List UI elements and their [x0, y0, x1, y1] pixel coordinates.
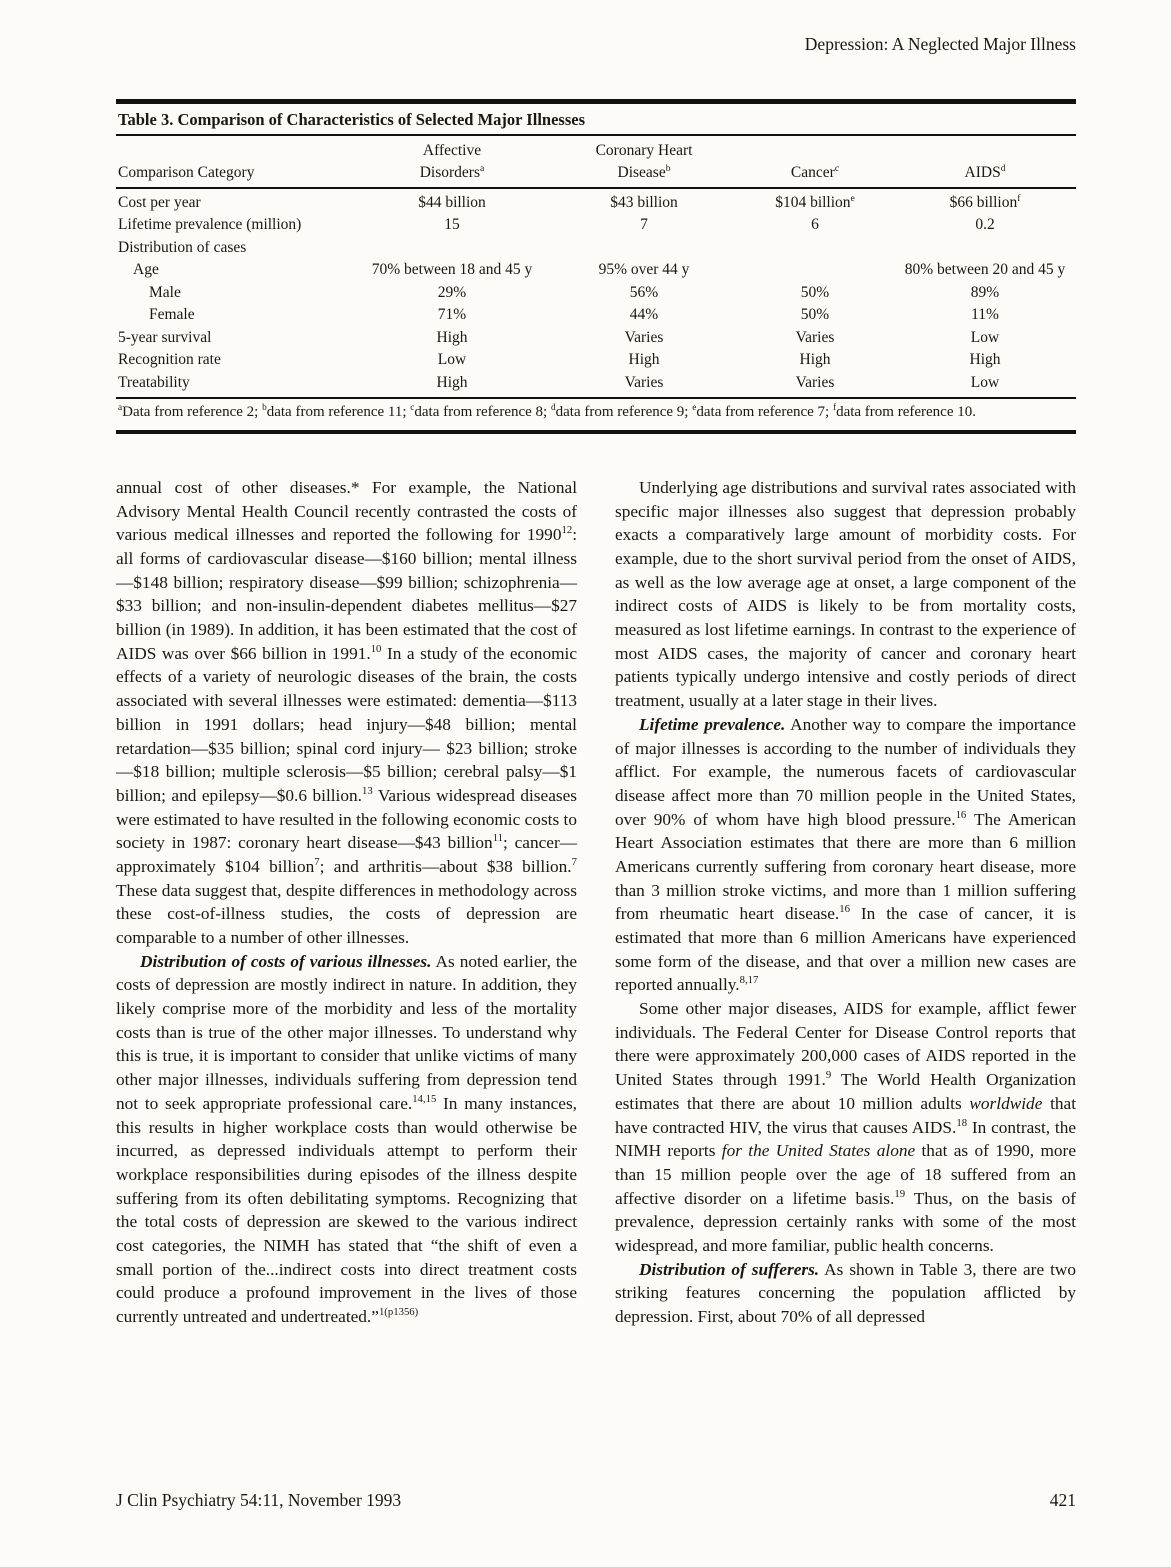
running-head: Depression: A Neglected Major Illness — [804, 34, 1076, 54]
table-cell: 56% — [629, 283, 659, 301]
journal-citation: J Clin Psychiatry 54:11, November 1993 — [116, 1490, 402, 1510]
table-row — [116, 327, 1076, 349]
table-cell: High — [436, 328, 468, 346]
row-category: Recognition rate — [118, 351, 221, 369]
row-category: Distribution of cases — [118, 238, 247, 256]
table-row — [116, 349, 1076, 371]
table-cell: $43 billion — [610, 193, 678, 211]
table-header-cell — [736, 136, 894, 162]
table-cell: High — [352, 372, 552, 398]
table-row — [116, 372, 1076, 398]
table-cell: Varies — [795, 328, 835, 346]
page-number: 421 — [1049, 1490, 1076, 1510]
table-row — [116, 237, 1076, 259]
paragraph: Some other major diseases, AIDS for example, afflict fewer individuals. The Federal Center for Disease Control reports that there were approximately 200,000 cases of AIDS reported in the United States through 1991.$^9$ The World Health Organization estimates that there are about 10 million adults worldwide that have contracted HIV, the virus that causes AIDS.$^{18}$ In contrast, the NIMH reports for the United States alone that as of 1990, more than 15 million people over the age of 18 suffered from an affective disorder on a lifetime basis.$^{19}$ Thus, on the basis of prevalence, depression certainly ranks with some of the most widespread, and more familiar, public health concerns. — [615, 999, 1077, 1255]
paragraph: annual cost of other diseases.* For example, the National Advisory Mental Health Council recently contrasted the costs of various medical illnesses and reported the following for 1990$^{12}$: all forms of cardiovascular disease—$160 billion; mental illness—$148 billion; respiratory disease—$99 billion; schizophrenia— $33 billion; and non-insulin-dependent diabetes mellitus—$27 billion (in 1989). In addition, it has been estimated that the cost of AIDS was over $66 billion in 1991.10 In a study of the economic effects of a variety of neurologic diseases of the brain, the costs associated with several illnesses were estimated: dementia—$113 billion in 1991 dollars; head injury—$48 billion; mental retardation—$35 billion; spinal cord injury— $23 billion; stroke—$18 billion; multiple sclerosis—$5 billion; cerebral palsy—$1 billion; and epilepsy—$0.6 billion.$^{13}$ Various widespread diseases were estimated to have resulted in the following economic costs to society in 1987: coronary heart disease—$43 billion$^{11}$; cancer—approximately $104 billion$^7$; and arthritis—about $38 billion.$^7$ These data suggest that, despite differences in methodology across these cost-of-illness studies, the costs of depression are comparable to a number of other illnesses. — [116, 477, 578, 948]
table-cell: 50% — [800, 283, 830, 301]
table-cell: 95% over 44 y — [598, 261, 690, 279]
table-cell: 29% — [437, 283, 467, 301]
table-header-cell: Disease$^b$ — [552, 162, 736, 187]
table-3-block — [116, 99, 1076, 434]
left-column — [116, 476, 577, 1329]
table-footnote: $^a$Data from reference 2; $^b$data from reference 11; $^c$data from reference 8; $^d$data from reference 9; $^e$data from reference 7; $^f$data from reference 10. — [118, 402, 976, 420]
table-cell: 7 — [640, 216, 648, 234]
row-category: Female — [149, 306, 195, 324]
row-category: Treatability — [116, 372, 352, 398]
table-header-cell: AIDS$^d$ — [894, 162, 1076, 187]
table-header-cell — [116, 136, 352, 162]
row-category: Cost per year — [118, 193, 201, 211]
paragraph: Underlying age distributions and survival rates associated with specific major illnesses also suggest that depression probably exacts a comparatively large amount of morbidity costs. For example, due to the short survival period from the onset of AIDS, as well as the low average age at onset, a large component of the indirect costs of AIDS is likely to be from mortality costs, measured as lost lifetime earnings. In contrast to the experience of most AIDS cases, the majority of cancer and coronary heart patients typically undergo intensive and costly periods of direct treatment, usually at a later stage in their lives. — [615, 477, 1076, 711]
row-category: Male — [149, 283, 181, 301]
table-cell: 71% — [437, 306, 467, 324]
table-header-cell: Coronary Heart — [595, 142, 693, 159]
table-cell: 89% — [970, 283, 1000, 301]
paragraph: Distribution of sufferers. As shown in Table 3, there are two striking features concerning the population afflicted by depression. First, about 70% of all depressed — [615, 1259, 1076, 1327]
table-cell — [352, 237, 552, 259]
table-cell: High — [628, 351, 660, 369]
table-cell: 44% — [629, 306, 659, 324]
table-cell: 15 — [444, 216, 460, 234]
table-cell: Varies — [736, 372, 894, 398]
table-body — [116, 188, 1076, 398]
table-header-cell: Comparison Category — [116, 162, 352, 187]
table-header-cell: Disorders$^a$ — [352, 162, 552, 187]
table-header-cell: Cancer$^c$ — [736, 162, 894, 187]
table-cell: 50% — [800, 306, 830, 324]
table-row — [116, 304, 1076, 326]
table-cell: 70% between 18 and 45 y — [371, 261, 533, 279]
paragraph: Distribution of costs of various illnesses. As noted earlier, the costs of depression are mostly indirect in nature. In addition, they likely comprise more of the morbidity and less of the mortality costs than is true of the other major illnesses. To understand why this is true, it is important to consider that unlike victims of many other major illnesses, individuals suffering from depression tend not to seek appropriate professional care.$^{14,15}$ In many instances, this results in higher workplace costs than would otherwise be incurred, as depressed individuals attempt to perform their workplace responsibilities during episodes of the illness despite suffering from its often debilitating symptoms. Recognizing that the total costs of depression are skewed to the various indirect cost categories, the NIMH has stated that “the shift of even a small portion of the...indirect costs into direct treatment costs could produce a profound improvement in the lives of those currently untreated and undertreated.”$^{1(p1356)}$ — [116, 951, 578, 1327]
comparison-table — [116, 136, 1076, 399]
table-cell: Low — [894, 372, 1076, 398]
table-cell: 11% — [971, 306, 999, 324]
table-cell: 6 — [811, 216, 819, 234]
right-column — [615, 476, 1076, 1329]
table-cell: $44 billion — [418, 193, 486, 211]
table-cell: Low — [970, 328, 1000, 346]
row-category: Age — [133, 261, 159, 279]
table-cell: High — [969, 351, 1001, 369]
table-row — [116, 188, 1076, 214]
table-cell — [894, 237, 1076, 259]
table-cell: $66 billion$^f$ — [949, 192, 1021, 211]
table-header — [116, 136, 1076, 188]
table-row — [116, 282, 1076, 304]
page-footer — [116, 1490, 1076, 1511]
table-cell: Varies — [624, 328, 664, 346]
table-cell: 80% between 20 and 45 y — [904, 261, 1066, 279]
table-row — [116, 214, 1076, 236]
table-cell — [736, 237, 894, 259]
table-title: Table 3. Comparison of Characteristics of Selected Major Illnesses — [116, 104, 1076, 136]
table-cell: Low — [437, 351, 467, 369]
article-body — [116, 476, 1076, 1329]
table-row — [116, 259, 1076, 281]
table-cell — [736, 259, 894, 281]
table-cell: Varies — [552, 372, 736, 398]
row-category: Lifetime prevalence (million) — [118, 216, 302, 234]
table-cell — [552, 237, 736, 259]
row-category: 5-year survival — [118, 328, 212, 346]
table-cell: $104 billion$^e$ — [775, 192, 855, 211]
paragraph: Lifetime prevalence. Another way to compare the importance of major illnesses is according to the number of individuals they afflict. For example, the numerous facets of cardiovascular disease affect more than 70 million people in the United States, over 90% of whom have high blood pressure.$^{16}$ The American Heart Association estimates that there are more than 6 million Americans currently suffering from coronary heart disease, more than 3 million stroke victims, and more than 1 million suffering from rheumatic heart disease.$^{16}$ In the case of cancer, it is estimated that more than 6 million Americans have experienced some form of the disease, and that over a million new cases are reported annually.$^{8,17}$ — [615, 714, 1077, 995]
table-header-cell — [894, 136, 1076, 162]
table-header-cell: Affective — [422, 142, 482, 159]
table-cell: 0.2 — [975, 216, 995, 234]
table-cell: High — [799, 351, 831, 369]
